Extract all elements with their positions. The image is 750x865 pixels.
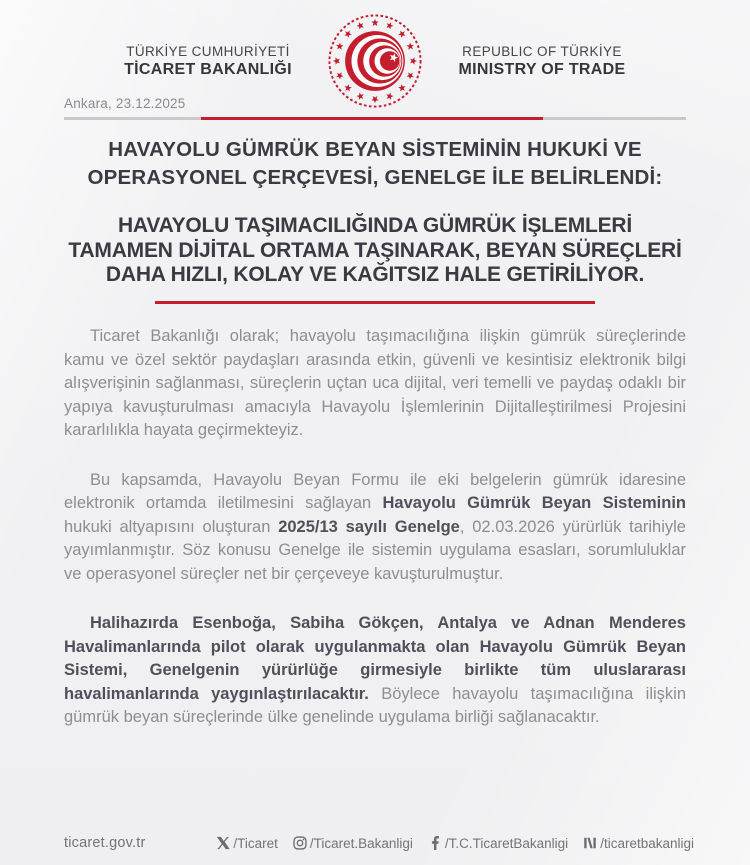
social-handle: /T.C.TicaretBakanligi — [444, 835, 569, 851]
paragraph-2-text: , 02.03.2026 yürürlük tarihiyle yayımlanmıştır. Söz konusu Genelge ile sistemin uygulama esasları, sorumluluklar ve operasyonel süreçler net bir çerçeveye kavuşturulmuştur. — [64, 517, 686, 583]
brand-turkish-line2: TİCARET BAKANLIĞI — [124, 60, 292, 78]
paragraph-2-bold-circular: 2025/13 sayılı Genelge — [278, 517, 460, 536]
social-facebook[interactable] — [428, 836, 568, 851]
paragraph-2-bold-system-name: Havayolu Gümrük Beyan Sisteminin — [382, 494, 687, 512]
instagram-icon — [293, 836, 307, 850]
facebook-icon — [428, 836, 442, 850]
header — [0, 0, 750, 110]
dateline: Ankara, 23.12.2025 — [64, 96, 186, 111]
date-rule — [64, 117, 686, 120]
paragraph-3-text: Böylece havayolu taşımacılığına ilişkin gümrük beyan süreçlerinde ülke genelinde uygulama birliği sağlanacaktır. — [64, 684, 686, 726]
ministry-of-trade-emblem-icon — [326, 12, 424, 110]
x-icon — [216, 836, 230, 850]
paragraph-1 — [64, 325, 686, 443]
body-text — [64, 325, 686, 730]
social-handle: /ticaretbakanligi — [600, 835, 694, 851]
paragraph-3-bold-pilot-airports: Halihazırda Esenboğa, Sabiha Gökçen, Antalya ve Adnan Menderes Havalimanlarında pilot olarak uygulanmakta olan Havayolu Gümrük Beyan Sistemi, Genelgenin yürürlüğe girmesiyle birlikte tüm uluslararası havalimanlarında yaygınlaştırılacaktır. — [64, 614, 686, 703]
nsosyal-icon — [583, 836, 597, 850]
social-handle: /Ticaret — [233, 835, 278, 851]
brand-english — [453, 44, 631, 79]
paragraph-2 — [64, 469, 686, 587]
red-divider — [155, 301, 595, 305]
brand-turkish-line1: TÜRKİYE CUMHURİYETİ — [126, 43, 290, 59]
headline-primary: HAVAYOLU GÜMRÜK BEYAN SİSTEMİNİN HUKUKİ VE OPERASYONEL ÇERÇEVESİ, GENELGE İLE BELİRLENDİ: — [87, 138, 663, 189]
headline-secondary: HAVAYOLU TAŞIMACILIĞINDA GÜMRÜK İŞLEMLERİ TAMAMEN DİJİTAL ORTAMA TAŞINARAK, BEYAN SÜREÇLERİ DAHA HIZLI, KOLAY VE KAĞITSIZ HALE GETİRİLİYOR. — [68, 214, 682, 286]
paragraph-1-text: Ticaret Bakanlığı olarak; havayolu taşımacılığına ilişkin gümrük süreçlerinde kamu ve özel sektör paydaşları arasında etkin, güvenli ve kesintisiz elektronik bilgi alışverişinin sağlanması, süreçlerin uçtan uca dijital, veri temelli ve paydaş odaklı bir yapıya kavuşturulması amacıyla Havayolu İşlemlerinin Dijitalleştirilmesi Projesini kararlılıkla hayata geçirmekteyiz. — [64, 327, 686, 439]
social-x[interactable] — [216, 836, 278, 851]
social-handle: /Ticaret.Bakanligi — [309, 835, 413, 851]
social-instagram[interactable] — [293, 836, 413, 851]
brand-turkish — [119, 44, 297, 79]
website-link[interactable]: ticaret.gov.tr — [64, 835, 146, 851]
paragraph-2-text: hukuki altyapısını oluşturan — [64, 517, 279, 536]
paragraph-2-text: Bu kapsamda, Havayolu Beyan Formu ile eki belgelerin gümrük idaresine elektronik ortamda iletilmesini sağlayan — [64, 470, 686, 512]
brand-english-line1: REPUBLIC OF TÜRKİYE — [462, 43, 622, 59]
paragraph-3 — [64, 612, 686, 730]
brand-english-line2: MINISTRY OF TRADE — [458, 60, 626, 78]
social-nsosyal[interactable] — [583, 836, 694, 851]
social-links — [216, 836, 694, 851]
footer — [64, 835, 694, 851]
